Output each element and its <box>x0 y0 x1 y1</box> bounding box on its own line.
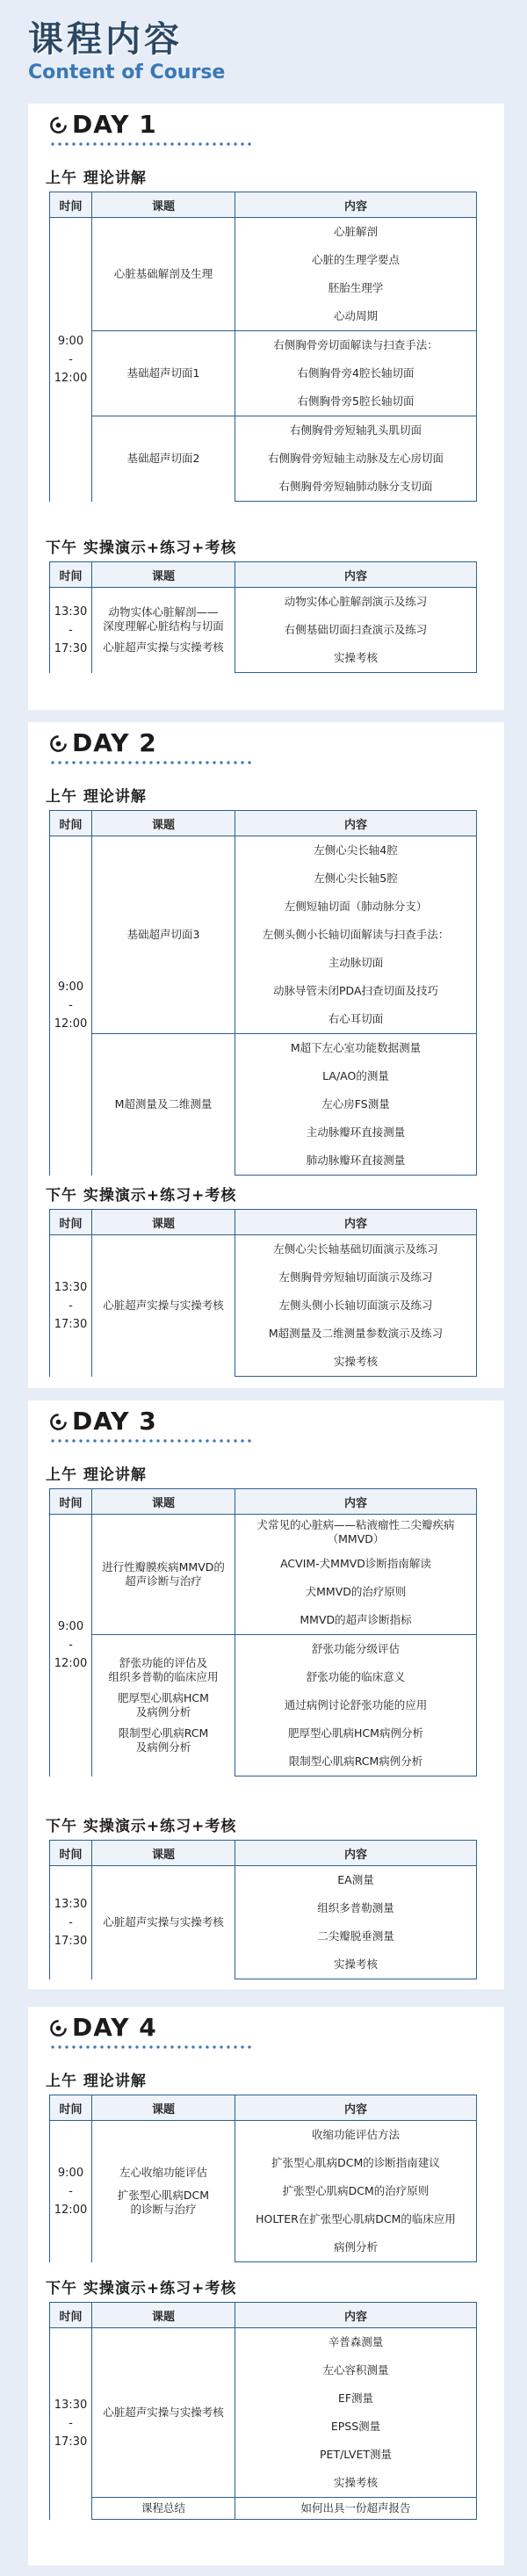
content-item: 犬MMVD的治疗原则 <box>235 1578 477 1606</box>
pm-section-title: 下午 实操演示+练习+考核 <box>46 1818 237 1835</box>
content-item: 舒张功能分级评估 <box>235 1635 477 1664</box>
col-time-header: 时间 <box>50 811 92 836</box>
col-content-header: 内容 <box>235 1210 477 1235</box>
col-time-header: 时间 <box>50 2303 92 2328</box>
am-section-title: 上午 理论讲解 <box>46 2073 147 2090</box>
col-content-header: 内容 <box>235 1489 477 1515</box>
content-item: 二尖瓣脱垂测量 <box>235 1922 477 1950</box>
content-item: 组织多普勒测量 <box>235 1894 477 1922</box>
topic-cell: 基础超声切面1 <box>92 331 235 416</box>
content-item: 左侧胸骨旁短轴切面演示及练习 <box>235 1263 477 1292</box>
content-item: 右侧基础切面扫查演示及练习 <box>235 616 477 644</box>
am-section-title: 上午 理论讲解 <box>46 788 147 806</box>
day-heading <box>46 2007 483 2047</box>
content-item: MMVD的超声诊断指标 <box>235 1606 477 1635</box>
time-cell: 13:30 - 17:30 <box>50 2328 92 2520</box>
content-item: 扩张型心肌病DCM的治疗原则 <box>235 2177 477 2205</box>
col-topic-header: 课题 <box>92 562 235 588</box>
content-item: 左心房FS测量 <box>235 1090 477 1118</box>
content-item: 心脏解剖 <box>235 218 477 247</box>
content-item: 实操考核 <box>235 1950 477 1979</box>
content-item: 右侧胸骨旁4腔长轴切面 <box>235 359 477 387</box>
summary-content-item: 如何出具一份超声报告 <box>235 2498 477 2520</box>
col-topic-header: 课题 <box>92 2303 235 2328</box>
day-label: DAY 2 <box>72 728 157 757</box>
col-content-header: 内容 <box>235 1841 477 1866</box>
content-item: 实操考核 <box>235 2469 477 2498</box>
content-item: HOLTER在扩张型心肌病DCM的临床应用 <box>235 2205 477 2233</box>
topic-cell: 心脏基础解剖及生理 <box>92 218 235 331</box>
content-item: LA/AO的测量 <box>235 1062 477 1090</box>
content-item: 右侧胸骨旁短轴主动脉及左心房切面 <box>235 445 477 473</box>
content-item: 右心耳切面 <box>235 1005 477 1034</box>
day-card-1 <box>28 104 504 710</box>
content-item: 右侧胸骨旁5腔长轴切面 <box>235 387 477 416</box>
content-item: ACVIM-犬MMVD诊断指南解读 <box>235 1550 477 1578</box>
topic-cell: 左心收缩功能评估 扩张型心肌病DCM 的诊断与治疗 <box>92 2121 235 2262</box>
pm-section-title: 下午 实操演示+练习+考核 <box>46 2280 237 2297</box>
content-item: 扩张型心肌病DCM的诊断指南建议 <box>235 2149 477 2177</box>
time-cell: 9:00 - 12:00 <box>50 1515 92 1776</box>
day-label: DAY 1 <box>72 110 157 139</box>
content-item: 动物实体心脏解剖演示及练习 <box>235 588 477 617</box>
dotted-divider <box>49 1439 251 1443</box>
content-item: 左侧心尖长轴5腔 <box>235 865 477 893</box>
content-item: 病例分析 <box>235 2233 477 2262</box>
col-topic-header: 课题 <box>92 2095 235 2121</box>
col-topic-header: 课题 <box>92 192 235 218</box>
col-topic-header: 课题 <box>92 1841 235 1866</box>
content-item: 实操考核 <box>235 1348 477 1377</box>
content-item: 心动周期 <box>235 302 477 331</box>
col-time-header: 时间 <box>50 1841 92 1866</box>
topic-cell: 心脏超声实操与实操考核 <box>92 1866 235 1979</box>
day-label: DAY 3 <box>72 1407 157 1436</box>
topic-cell: 动物实体心脏解剖—— 深度理解心脏结构与切面 心脏超声实操与实操考核 <box>92 588 235 673</box>
col-content-header: 内容 <box>235 2303 477 2328</box>
topic-cell: 基础超声切面3 <box>92 836 235 1034</box>
clock-ring-icon <box>49 2019 68 2037</box>
content-item: 左侧心尖长轴4腔 <box>235 836 477 865</box>
content-item: 动脉导管未闭PDA扫查切面及技巧 <box>235 977 477 1005</box>
col-content-header: 内容 <box>235 562 477 588</box>
content-item: 左侧短轴切面（肺动脉分支） <box>235 893 477 921</box>
dotted-divider <box>49 142 251 146</box>
pm-section-title: 下午 实操演示+练习+考核 <box>46 539 237 557</box>
time-cell: 13:30 - 17:30 <box>50 1866 92 1979</box>
content-item: 舒张功能的临床意义 <box>235 1663 477 1691</box>
col-time-header: 时间 <box>50 1210 92 1235</box>
col-content-header: 内容 <box>235 811 477 836</box>
col-time-header: 时间 <box>50 2095 92 2121</box>
pm-schedule-table <box>49 561 477 673</box>
day-card-2 <box>28 722 504 1388</box>
col-topic-header: 课题 <box>92 811 235 836</box>
time-cell: 9:00 - 12:00 <box>50 218 92 502</box>
content-item: PET/LVET测量 <box>235 2441 477 2469</box>
col-time-header: 时间 <box>50 562 92 588</box>
page-header <box>0 0 527 98</box>
col-time-header: 时间 <box>50 192 92 218</box>
time-cell: 13:30 - 17:30 <box>50 1235 92 1377</box>
col-content-header: 内容 <box>235 192 477 218</box>
am-section-title: 上午 理论讲解 <box>46 170 147 187</box>
topic-cell: 心脏超声实操与实操考核 <box>92 2328 235 2498</box>
content-item: 右侧胸骨旁短轴乳头肌切面 <box>235 416 477 445</box>
day-heading <box>46 722 483 763</box>
clock-ring-icon <box>49 116 68 134</box>
content-item: 左侧头侧小长轴切面演示及练习 <box>235 1292 477 1320</box>
content-item: 右侧胸骨旁短轴肺动脉分支切面 <box>235 473 477 502</box>
content-item: M超下左心室功能数据测量 <box>235 1034 477 1063</box>
day-card-3 <box>28 1400 504 1989</box>
content-item: M超测量及二维测量参数演示及练习 <box>235 1320 477 1348</box>
content-item: 右侧胸骨旁切面解读与扫查手法： <box>235 331 477 360</box>
topic-cell: 进行性瓣膜疾病MMVD的 超声诊断与治疗 <box>92 1515 235 1635</box>
col-topic-header: 课题 <box>92 1210 235 1235</box>
content-item: EA测量 <box>235 1866 477 1895</box>
day-heading <box>46 104 483 144</box>
am-schedule-table <box>49 2095 477 2262</box>
clock-ring-icon <box>49 1413 68 1431</box>
col-time-header: 时间 <box>50 1489 92 1515</box>
content-item: 左侧心尖长轴基础切面演示及练习 <box>235 1235 477 1264</box>
pm-schedule-table <box>49 1209 477 1377</box>
dotted-divider <box>49 761 251 764</box>
content-item: 心脏的生理学要点 <box>235 246 477 274</box>
topic-cell: 舒张功能的评估及 组织多普勒的临床应用 肥厚型心肌病HCM 及病例分析 限制型心肌病RCM 及病例分析 <box>92 1635 235 1776</box>
dotted-divider <box>49 2045 251 2049</box>
topic-cell: M超测量及二维测量 <box>92 1034 235 1176</box>
col-content-header: 内容 <box>235 2095 477 2121</box>
content-item: 胚胎生理学 <box>235 274 477 302</box>
content-item: 左侧头侧小长轴切面解读与扫查手法： <box>235 921 477 949</box>
content-item: 限制型心肌病RCM病例分析 <box>235 1747 477 1776</box>
day-heading <box>46 1400 483 1441</box>
content-item: 左心容积测量 <box>235 2356 477 2384</box>
time-cell: 13:30 - 17:30 <box>50 588 92 673</box>
content-item: EF测量 <box>235 2384 477 2413</box>
content-item: 犬常见的心脏病——粘液瘤性二尖瓣疾病（MMVD） <box>235 1515 477 1551</box>
content-item: 收缩功能评估方法 <box>235 2121 477 2150</box>
content-item: 主动脉切面 <box>235 949 477 977</box>
content-item: 肺动脉瓣环直接测量 <box>235 1147 477 1176</box>
page-subtitle: Content of Course <box>28 62 226 83</box>
am-schedule-table <box>49 1488 477 1776</box>
clock-ring-icon <box>49 734 68 753</box>
am-section-title: 上午 理论讲解 <box>46 1466 147 1484</box>
summary-topic-cell: 课程总结 <box>92 2498 235 2520</box>
day-card-4 <box>28 2007 504 2565</box>
content-item: 实操考核 <box>235 644 477 673</box>
topic-cell: 基础超声切面2 <box>92 416 235 502</box>
col-topic-header: 课题 <box>92 1489 235 1515</box>
pm-schedule-table <box>49 1840 477 1979</box>
time-cell: 9:00 - 12:00 <box>50 2121 92 2262</box>
page-title: 课程内容 <box>28 19 183 60</box>
content-item: 肥厚型心肌病HCM病例分析 <box>235 1719 477 1747</box>
am-schedule-table <box>49 810 477 1176</box>
content-item: 辛普森测量 <box>235 2328 477 2357</box>
time-cell: 9:00 - 12:00 <box>50 836 92 1176</box>
content-item: 通过病例讨论舒张功能的应用 <box>235 1691 477 1719</box>
day-label: DAY 4 <box>72 2013 157 2042</box>
content-item: EPSS测量 <box>235 2413 477 2441</box>
topic-cell: 心脏超声实操与实操考核 <box>92 1235 235 1377</box>
pm-section-title: 下午 实操演示+练习+考核 <box>46 1187 237 1205</box>
pm-schedule-table <box>49 2302 477 2520</box>
content-item: 主动脉瓣环直接测量 <box>235 1118 477 1147</box>
am-schedule-table <box>49 192 477 502</box>
